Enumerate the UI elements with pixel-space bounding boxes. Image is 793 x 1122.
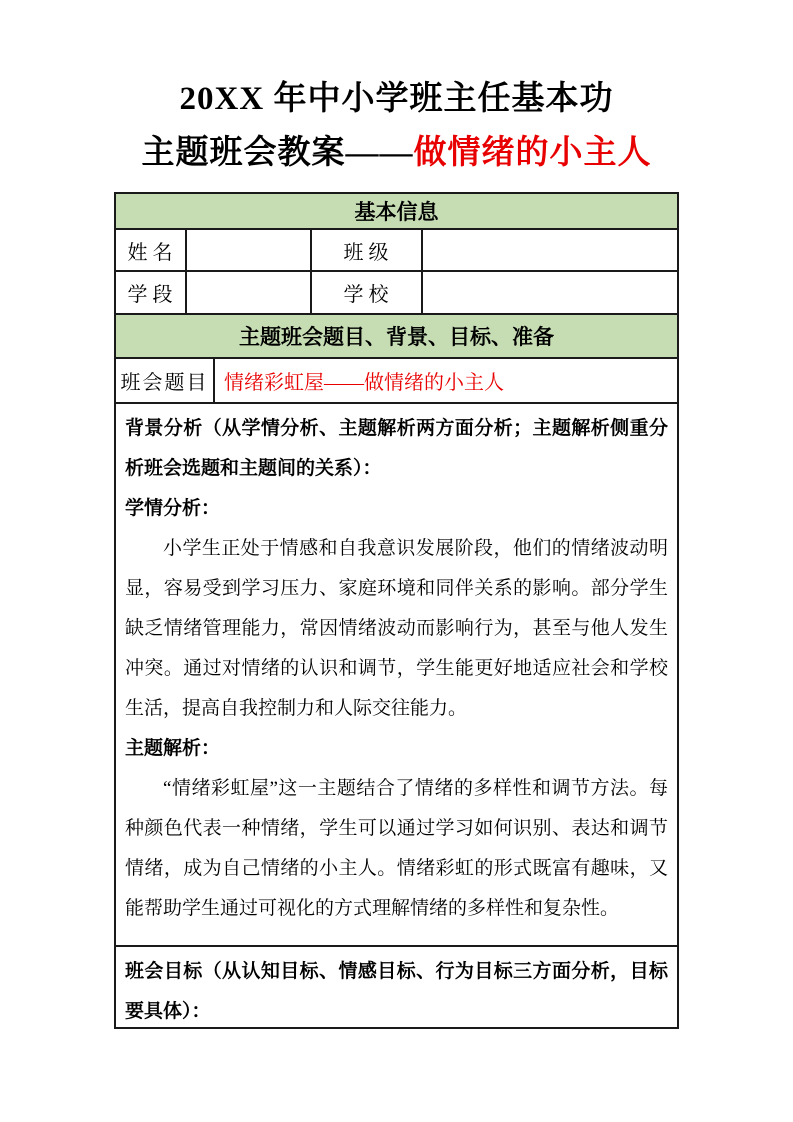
xueqing-label: 学情分析： bbox=[125, 498, 221, 519]
title-line1: 20XX 年中小学班主任基本功 bbox=[179, 81, 614, 117]
xueqing-text: 小学生正处于情感和自我意识发展阶段，他们的情绪波动明显，容易受到学习压力、家庭环境和同伴关系的影响。部分学生缺乏情绪管理能力，常因情绪波动而影响行为，甚至与他人发生冲突。通过对情绪的认识和调节，学生能更好地适应社会和学校生活，提高自我控制力和人际交往能力。 bbox=[125, 538, 668, 719]
school-value-cell[interactable] bbox=[421, 272, 677, 313]
zhuti-label: 主题解析： bbox=[125, 738, 221, 759]
table-row-goals bbox=[116, 945, 677, 1027]
background-analysis-cell bbox=[116, 404, 677, 945]
table-row-stage-school bbox=[116, 270, 677, 313]
topic-section-header: 主题班会题目、背景、目标、准备 bbox=[116, 315, 677, 357]
title-line2-black: 主题班会教案—— bbox=[141, 135, 414, 171]
stage-label: 学段 bbox=[127, 284, 178, 306]
basic-info-header-row bbox=[116, 194, 677, 228]
goals-cell bbox=[116, 947, 677, 1027]
table-row-name-class bbox=[116, 228, 677, 270]
topic-value: 情绪彩虹屋——做情绪的小主人 bbox=[213, 359, 677, 402]
class-label: 班级 bbox=[310, 230, 421, 270]
name-label: 姓名 bbox=[127, 241, 178, 264]
lesson-plan-table bbox=[114, 192, 679, 1029]
name-value-cell[interactable] bbox=[185, 230, 310, 270]
background-prompt: 背景分析（从学情分析、主题解析两方面分析；主题解析侧重分析班会选题和主题间的关系）： bbox=[125, 418, 668, 479]
table-row-background-analysis bbox=[116, 402, 677, 945]
topic-section-header-row bbox=[116, 313, 677, 357]
table-row-topic bbox=[116, 357, 677, 402]
topic-label: 班会题目 bbox=[120, 372, 209, 394]
zhuti-text: “情绪彩虹屋”这一主题结合了情绪的多样性和调节方法。每种颜色代表一种情绪，学生可以通过学习如何识别、表达和调节情绪，成为自己情绪的小主人。情绪彩虹的形式既富有趣味，又能帮助学生通过可视化的方式理解情绪的多样性和复杂性。 bbox=[125, 778, 668, 919]
class-value-cell[interactable] bbox=[421, 230, 677, 270]
title-line2 bbox=[0, 126, 793, 180]
stage-value-cell[interactable] bbox=[185, 272, 310, 313]
school-label: 学校 bbox=[310, 272, 421, 313]
document-title bbox=[0, 72, 793, 180]
title-line2-red: 做情绪的小主人 bbox=[413, 135, 652, 171]
goals-prompt: 班会目标（从认知目标、情感目标、行为目标三方面分析，目标要具体）： bbox=[125, 961, 668, 1022]
basic-info-header: 基本信息 bbox=[116, 194, 677, 228]
